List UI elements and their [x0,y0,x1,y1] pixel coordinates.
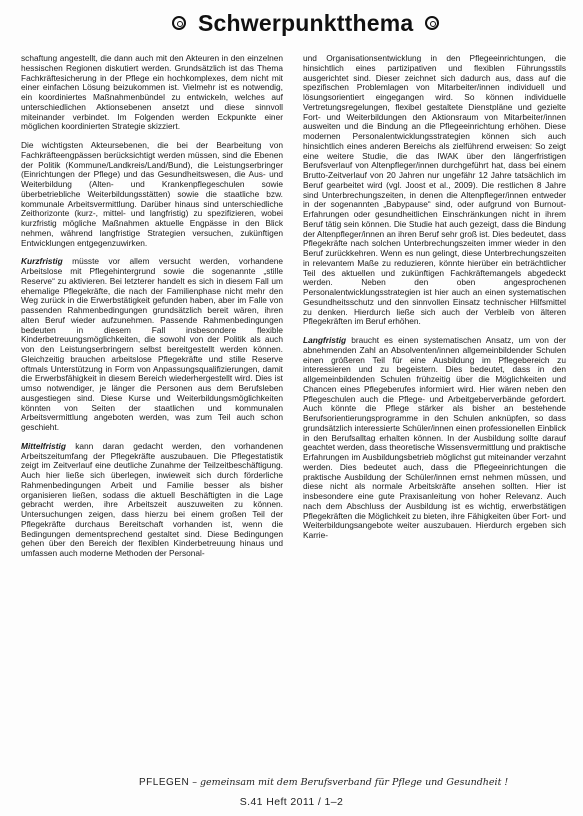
paragraph-body: kann daran gedacht werden, den vorhandenen Arbeitszeitumfang der Pflegekräfte auszubauen. Die Pflegestatistik zeigt im Zeitverlauf eine deutliche Zunahme der Teilzeitbeschäftigung. Auch hier ließe sich überlegen, inwieweit sich durch förderliche Rahmenbedingungen Arbeit und Familie besser als bisher organisieren ließen, sodass die aktuell Beschäftigten in die Lage gebracht werden, ihre Arbeitszeit auszuweiten zu können. Untersuchungen zeigen, dass hierzu bei einem großen Teil der Pflegekräfte durchaus Bereitschaft vorhanden ist, wenn die Bedingungen dementsprechend gestaltet sind. Diese Bedingungen gehen über den Bereich der flexiblen Kinderbetreuung hinaus und umfassen auch moderne Methoden der Personal- [21,440,283,558]
page-number: S.41 Heft 2011 / 1–2 [239,796,344,808]
paragraph-long-term [303,336,566,541]
paragraph: Die wichtigsten Akteursebenen, die bei der Bearbeitung von Fachkräfteengpässen berücksichtigt werden müssen, sind die Ebenen der Politik (Kommune/Landkreis/Land/Bund), die Leistungserbringer (Einrichtungen der Pflege) und das Gesundheitswesen, die Aus- und Weiterbildung (Alten- und Krankenpflegeschulen sowie überbetriebliche Weiterbildungsstätten) sowie die staatliche bzw. kommunale Arbeitsvermittlung. Darüber hinaus sind unterschiedliche Zeithorizonte (kurz-, mittel- und langfristig) zu spezifizieren, wobei kurzfristig mögliche Maßnahmen aktuelle Engpässe in den Blick nehmen, während langfristige Strategien versuchen, zukünftigen Entwicklungen entgegenzuwirken. [21,140,283,248]
paragraph-lead-term: Kurzfristig [21,256,63,267]
paragraph-medium-term [21,442,283,559]
section-title: Schwerpunktthema [198,9,414,36]
right-text-column [303,54,566,541]
paragraph-body: braucht es einen systematischen Ansatz, um von der abnehmenden Zahl an Absolventen/innen allgemeinbildender Schulen einen größeren Teil für eine Ausbildung im Pflegebereich zu interessieren und zu begeistern. Dies bedeutet, dass in den allgemeinbildenden Schulen frühzeitig über die Möglichkeiten und Chancen eines Pflegeberufes informiert wird. Hier wären neben den Pflegeschulen auch die Pflege- und Arbeitgeberverbände gefordert. Auch könnte die Pflege stärker als bisher an bestehende Berufsorientierungsprogramme in den Schulen anknüpfen, so dass grundsätzlich interessierte Schüler/innen einen professionellen Einblick in den Berufsalltag erhalten können. In der Ausbildung sollte darauf geachtet werden, dass theoretische Wissensvermittlung und praktische Erfahrungen im Ausbildungsbetrieb möglichst gut miteinander verzahnt werden. Dies bedeutet auch, dass die Pflegeeinrichtungen die praktische Ausbildung der Schüler/innen ernst nehmen müssen, und diese nicht als normale Arbeitskräfte ansehen sollten. Hier ist insbesondere eine gute Praxisanleitung von hoher Relevanz. Auch nach dem Abschluss der Ausbildung ist es wichtig, erwerbstätigen Pflegekräften die Möglichkeit zu bieten, ihre Fähigkeiten über Fort- und Weiterbildungsangebote weiter auszubauen. Hierdurch ergeben sich Karrie- [303,335,566,540]
paragraph-lead-term: Mittelfristig [21,440,66,451]
paragraph-body: müsste vor allem versucht werden, vorhandene Arbeitslose mit Pflegehintergrund sowie die sogenannte „stille Reserve“ zu aktivieren. Bei letzterer handelt es sich in diesem Fall um ehemalige Pflegekräfte, die nach der Familienphase nicht mehr den Weg zurück in die Erwerbstätigkeit gefunden haben, aber im Falle von passenden Rahmenbedingungen grundsätzlich bereit wären, ihren alten Beruf wieder aufzunehmen. Passende Rahmenbedingungen bedeuten in diesem Fall insbesondere flexible Kinderbetreuungsmöglichkeiten, die sowohl von der Politik als auch von den Leistungserbringern selbst bereitgestellt werden können. Gleichzeitig brauchen arbeitslose Pflegekräfte und stille Reserve oftmals Unterstützung in Form von Anpassungsqualifizierungen, damit die Erwerbsfähigkeit in diesem Bereich wiederhergestellt wird. Dies ist umso notwendiger, je länger die Personen aus dem Berufsleben ausgestiegen sind. Diese Kurse und Weiterbildungsmöglichkeiten könnten von Seiten der staatlichen und kommunalen Arbeitsvermittlung angeboten werden, was zum Teil auch schon geschieht. [21,256,283,432]
footer-slogan: – gemeinsam mit dem Berufsverband für Pflege und Gesundheit ! [189,777,509,788]
section-title-group [172,6,439,40]
paragraph: und Organisationsentwicklung in den Pflegeeinrichtungen, die hinsichtlich eines partizipativen und flexiblen Führungsstils ausgerichtet sind. Dieser zeichnet sich dadurch aus, dass auf die spezifischen Problemlagen von Mitarbeiter/innen individuell und lösungsorientiert eingegangen wird. So können individuelle Vertretungsregelungen, flexibel gestaltete Dienstpläne und gezielte Fort- und Weiterbildungen den Aktionsraum von Mitarbeiter/innen ausweiten und die Bindung an die Pflegeeinrichtung erhöhen. Diese modernen Personalentwicklungsstrategien können sich auch hinsichtlich eines anderen Bereichs als zielführend erweisen: So zeigt eine weitere Studie, die das IWAK über den längerfristigen Berufsverlauf von Altenpfleger/innen durchgeführt hat, dass bei einem Brutto-Zeitverlauf von 20 Jahren nur ungefähr 12 Jahre tatsächlich im Beruf gearbeitet wird (vgl. Joost et al., 2009). Die restlichen 8 Jahre sind Unterbrechungszeiten, in denen die Altenpfleger/innen entweder in der sogenannten „Babypause“ sind, oder aufgrund von Burnout-Erfahrungen oder gesundheitlichen Einschränkungen nicht in ihrem Beruf tätig sein können. Die Studie hat auch gezeigt, dass die Bindung der Altenpfleger/innen an ihren Beruf sehr groß ist. Dies bedeutet, dass Pflegekräfte nach solchen Unterbrechungszeiten immer wieder in den Beruf zurückkehren. Wenn es nun gelingt, diese Unterbrechungszeiten in relevantem Maße zu reduzieren, könnte hierüber ein beträchtlicher Teil des aktuellen und zukünftigen Fachkräftemangels abgedeckt werden. Neben den oben angesprochenen Personalentwicklungsstrategien ist hier auch an einen systematischen Gesundheitsschutz und den sinnvollen Einsatz technischer Hilfsmittel zu denken. Hierdurch ließe sich auch der Verbleib von älteren Pflegekräften im Beruf erhöhen. [303,53,566,327]
paragraph-lead-term: Langfristig [303,335,347,345]
paragraph: schaftung angestellt, die dann auch mit den Akteuren in den einzelnen hessischen Regionen diskutiert werden. Grundsätzlich ist das Thema Fachkräftesicherung in der Pflege ein hochkomplexes, dem nicht mit einer einfachen Lösung beizukommen ist. Vielmehr ist es notwendig, ein koordiniertes Maßnahmenbündel zu entwickeln, welches auf unterschiedlichen Aktionsebenen ansetzt und diese sinnvoll miteinander verbindet. Im Folgenden werden Eckpunkte einer möglichen koordinierten Strategie skizziert. [21,53,283,132]
left-text-column [21,54,283,559]
paragraph-short-term [21,257,283,433]
page-header [0,0,583,46]
footer-brand: PFLEGEN [139,777,190,788]
footer-slogan-line [139,776,508,788]
target-circle-icon [172,16,186,30]
target-circle-icon [425,16,439,30]
